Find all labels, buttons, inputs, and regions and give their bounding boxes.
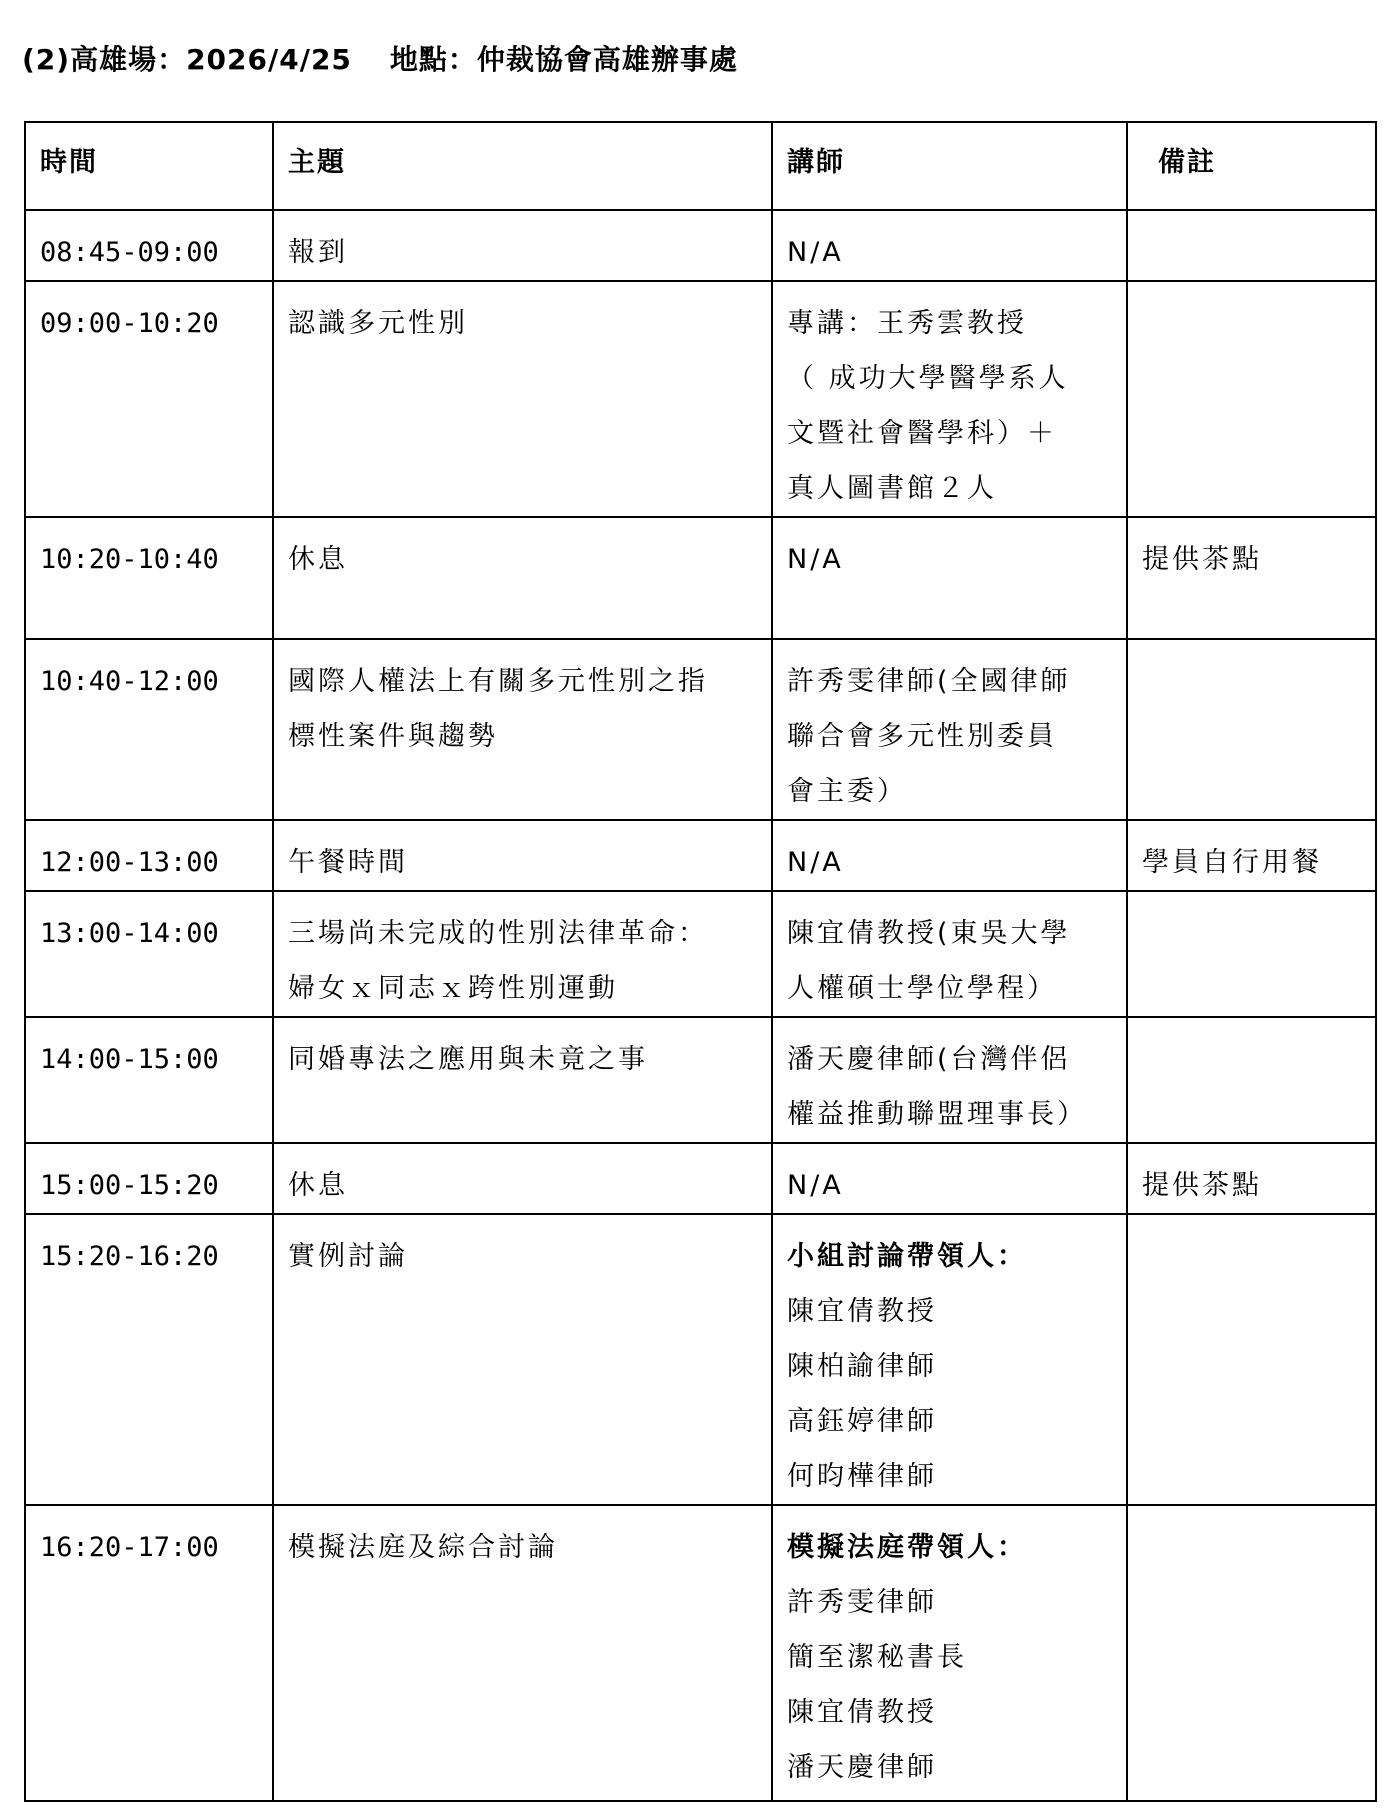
speaker-lead: 小組討論帶領人： bbox=[787, 1241, 1027, 1272]
row-time: 09:00-10:20 bbox=[25, 281, 273, 517]
speaker-line: 何昀樺律師 bbox=[787, 1461, 937, 1492]
table-row bbox=[25, 639, 1376, 820]
row-speaker bbox=[772, 210, 1127, 281]
row-topic bbox=[273, 820, 772, 891]
speaker-line: 人權碩士學位學程） bbox=[787, 973, 1057, 1004]
row-topic bbox=[273, 517, 772, 639]
row-note bbox=[1127, 281, 1376, 517]
row-speaker bbox=[772, 1143, 1127, 1214]
topic-line: 實例討論 bbox=[288, 1241, 408, 1272]
topic-line: 認識多元性別 bbox=[288, 308, 468, 339]
topic-line: 同婚專法之應用與未竟之事 bbox=[288, 1044, 648, 1075]
row-note bbox=[1127, 891, 1376, 1017]
header-time: 時間 bbox=[25, 122, 273, 210]
page-heading bbox=[22, 38, 738, 78]
topic-line: 報到 bbox=[288, 237, 348, 268]
topic-line: 婦女ｘ同志ｘ跨性別運動 bbox=[288, 973, 618, 1004]
header-note: 備註 bbox=[1127, 122, 1376, 210]
row-speaker bbox=[772, 1505, 1127, 1801]
session-title: (2)高雄場：2026/4/25 bbox=[22, 43, 352, 76]
speaker-line: 陳宜倩教授 bbox=[787, 1296, 937, 1327]
topic-line: 標性案件與趨勢 bbox=[288, 721, 498, 752]
table-row bbox=[25, 820, 1376, 891]
row-time: 10:20-10:40 bbox=[25, 517, 273, 639]
row-time: 08:45-09:00 bbox=[25, 210, 273, 281]
schedule-table bbox=[24, 121, 1377, 1802]
speaker-line: 文暨社會醫學科）＋ bbox=[787, 418, 1057, 449]
row-speaker bbox=[772, 281, 1127, 517]
row-note: 提供茶點 bbox=[1127, 517, 1376, 639]
row-topic bbox=[273, 639, 772, 820]
row-speaker bbox=[772, 517, 1127, 639]
table-row bbox=[25, 210, 1376, 281]
topic-line: 休息 bbox=[288, 1170, 348, 1201]
speaker-line: 許秀雯律師 bbox=[787, 1587, 937, 1618]
header-topic: 主題 bbox=[273, 122, 772, 210]
header-speaker: 講師 bbox=[772, 122, 1127, 210]
row-note bbox=[1127, 210, 1376, 281]
row-topic bbox=[273, 1214, 772, 1505]
table-row bbox=[25, 517, 1376, 639]
row-note bbox=[1127, 1505, 1376, 1801]
row-topic bbox=[273, 210, 772, 281]
row-speaker bbox=[772, 639, 1127, 820]
speaker-line: 專講：王秀雲教授 bbox=[787, 308, 1027, 339]
row-topic bbox=[273, 891, 772, 1017]
speaker-line: N/A bbox=[787, 847, 844, 878]
speaker-line: 陳柏諭律師 bbox=[787, 1351, 937, 1382]
table-row bbox=[25, 1143, 1376, 1214]
topic-line: 國際人權法上有關多元性別之指 bbox=[288, 666, 708, 697]
speaker-line: N/A bbox=[787, 1170, 844, 1201]
speaker-line: 陳宜倩教授(東吳大學 bbox=[787, 918, 1071, 949]
speaker-line: 陳宜倩教授 bbox=[787, 1697, 937, 1728]
speaker-line: N/A bbox=[787, 237, 844, 268]
row-topic bbox=[273, 281, 772, 517]
row-time: 15:20-16:20 bbox=[25, 1214, 273, 1505]
row-note bbox=[1127, 1214, 1376, 1505]
speaker-line: 許秀雯律師(全國律師 bbox=[787, 666, 1071, 697]
speaker-line: 潘天慶律師(台灣伴侶 bbox=[787, 1044, 1071, 1075]
topic-line: 模擬法庭及綜合討論 bbox=[288, 1532, 558, 1563]
row-topic bbox=[273, 1143, 772, 1214]
row-topic bbox=[273, 1017, 772, 1143]
row-speaker bbox=[772, 1214, 1127, 1505]
row-speaker bbox=[772, 1017, 1127, 1143]
row-note bbox=[1127, 1017, 1376, 1143]
row-speaker bbox=[772, 820, 1127, 891]
speaker-line: 高鈺婷律師 bbox=[787, 1406, 937, 1437]
speaker-line: 權益推動聯盟理事長） bbox=[787, 1099, 1087, 1130]
row-note: 學員自行用餐 bbox=[1127, 820, 1376, 891]
row-time: 12:00-13:00 bbox=[25, 820, 273, 891]
speaker-line: 會主委） bbox=[787, 776, 907, 807]
speaker-line: 聯合會多元性別委員 bbox=[787, 721, 1057, 752]
table-header-row bbox=[25, 122, 1376, 210]
row-time: 14:00-15:00 bbox=[25, 1017, 273, 1143]
speaker-lead: 模擬法庭帶領人： bbox=[787, 1532, 1027, 1563]
row-time: 13:00-14:00 bbox=[25, 891, 273, 1017]
speaker-line: （ 成功大學醫學系人 bbox=[787, 363, 1069, 394]
table-row bbox=[25, 281, 1376, 517]
speaker-line: N/A bbox=[787, 544, 844, 575]
topic-line: 午餐時間 bbox=[288, 847, 408, 878]
topic-line: 三場尚未完成的性別法律革命： bbox=[288, 918, 708, 949]
speaker-line: 真人圖書館２人 bbox=[787, 473, 997, 504]
venue-title: 地點：仲裁協會高雄辦事處 bbox=[389, 43, 738, 76]
row-time: 16:20-17:00 bbox=[25, 1505, 273, 1801]
table-row bbox=[25, 1214, 1376, 1505]
speaker-line: 潘天慶律師 bbox=[787, 1752, 937, 1783]
row-speaker bbox=[772, 891, 1127, 1017]
table-row bbox=[25, 1505, 1376, 1801]
row-time: 10:40-12:00 bbox=[25, 639, 273, 820]
row-note: 提供茶點 bbox=[1127, 1143, 1376, 1214]
topic-line: 休息 bbox=[288, 544, 348, 575]
table-row bbox=[25, 1017, 1376, 1143]
table-row bbox=[25, 891, 1376, 1017]
speaker-line: 簡至潔秘書長 bbox=[787, 1642, 967, 1673]
row-time: 15:00-15:20 bbox=[25, 1143, 273, 1214]
row-topic bbox=[273, 1505, 772, 1801]
row-note bbox=[1127, 639, 1376, 820]
